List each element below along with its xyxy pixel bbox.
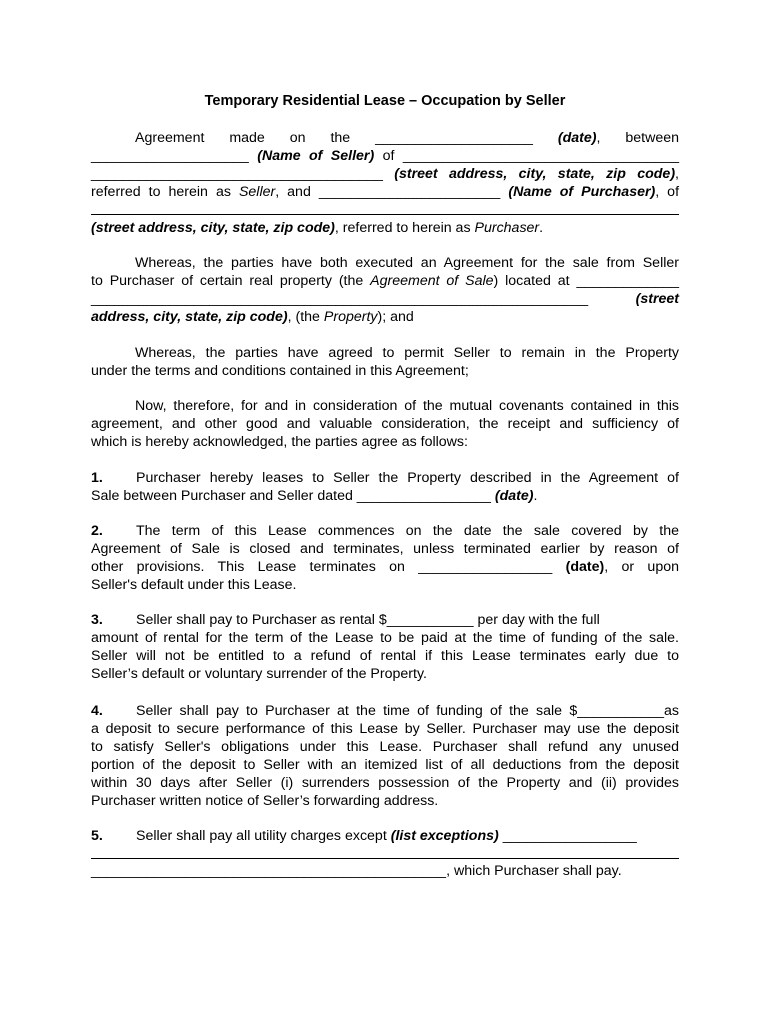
section-3-line-1: 3. Seller shall pay to Purchaser as rental $___________ per day with the full — [91, 612, 600, 628]
property-location-blank-2[interactable]: _______________________________________________________________ — [91, 291, 589, 307]
section-5-line-1: 5. Seller shall pay all utility charges except (list exceptions) _________________ — [91, 828, 637, 844]
section-2-line-3: other provisions. This Lease terminates on _________________ (date), or upon — [91, 559, 679, 575]
section-4-line-2: a deposit to secure performance of this Lease by Seller. Purchaser may use the deposit — [91, 721, 679, 737]
utility-exceptions-blank-3[interactable]: _____________________________________________ — [91, 863, 447, 879]
section-5-line-2 — [91, 845, 679, 859]
section-2-line-2: Agreement of Sale is closed and terminates, unless terminated earlier by reason of — [91, 541, 679, 557]
purchaser-address-blank[interactable] — [91, 214, 679, 215]
agreement-date-blank[interactable]: ____________________ — [375, 130, 533, 146]
intro-line-2: ____________________ (Name of Seller) of ___________________________________ — [91, 148, 680, 164]
section-1-number: 1. — [91, 470, 103, 486]
whereas2-line-1: Whereas, the parties have agreed to permit Seller to remain in the Property — [135, 345, 679, 361]
seller-address-blank-1[interactable]: ___________________________________ — [402, 148, 680, 164]
whereas1-line-1: Whereas, the parties have both executed an Agreement for the sale from Seller — [135, 255, 679, 271]
section-4-line-3: to satisfy Seller's obligations under this Lease. Purchaser shall refund any unused — [91, 739, 679, 755]
section-3-line-3: Seller will not be entitled to a refund of rental if this Lease terminates early due to — [91, 648, 679, 664]
section-5-number: 5. — [91, 828, 103, 844]
section-1-line-2: Sale between Purchaser and Seller dated _________________ (date). — [91, 488, 538, 504]
whereas1-line-3: _______________________________________________________________ (street — [91, 291, 679, 307]
daily-rental-blank[interactable]: ___________ — [386, 612, 474, 628]
whereas1-line-2: to Purchaser of certain real property (the Agreement of Sale) located at _____________ — [91, 273, 680, 289]
intro-line-1: Agreement made on the ____________________ (date), between — [135, 130, 679, 146]
seller-address-blank-2[interactable]: _____________________________________ — [91, 166, 383, 182]
now-therefore-line-2: agreement, and other good and valuable consideration, the receipt and sufficiency of — [91, 416, 679, 432]
seller-name-blank[interactable]: ____________________ — [91, 148, 249, 164]
section-2-line-4: Seller's default under this Lease. — [91, 577, 297, 593]
utility-exceptions-blank-1[interactable]: _________________ — [502, 828, 637, 844]
termination-date-blank[interactable]: _________________ — [418, 559, 553, 575]
section-3-number: 3. — [91, 612, 103, 628]
section-2-line-1: 2. The term of this Lease commences on the date the sale covered by the — [91, 523, 679, 539]
section-2-number: 2. — [91, 523, 103, 539]
property-location-blank-1[interactable]: _____________ — [576, 273, 680, 289]
section-3-line-4: Seller’s default or voluntary surrender of the Property. — [91, 666, 427, 682]
section-4-line-5: within 30 days after Seller (i) surrenders possession of the Property and (ii) provides — [91, 775, 679, 791]
intro-line-5 — [91, 201, 679, 215]
section-4-line-6: Purchaser written notice of Seller’s forwarding address. — [91, 793, 439, 809]
whereas1-line-4: address, city, state, zip code), (the Property); and — [91, 309, 414, 325]
deposit-amount-blank[interactable]: ___________ — [577, 703, 665, 719]
intro-line-4: referred to herein as Seller, and _______________________ (Name of Purchaser), of — [91, 184, 680, 200]
now-therefore-line-1: Now, therefore, for and in consideration of the mutual covenants contained in this — [135, 398, 679, 414]
intro-line-6: (street address, city, state, zip code), referred to herein as Purchaser. — [91, 220, 544, 236]
section-4-line-1: 4. Seller shall pay to Purchaser at the time of funding of the sale $___________as — [91, 703, 679, 719]
now-therefore-line-3: which is hereby acknowledged, the parties agree as follows: — [91, 434, 468, 450]
section-5-line-3: _____________________________________________, which Purchaser shall pay. — [91, 863, 622, 879]
intro-line-3: _____________________________________ (street address, city, state, zip code), — [91, 166, 679, 182]
section-4-number: 4. — [91, 703, 103, 719]
document-title: Temporary Residential Lease – Occupation by Seller — [204, 93, 566, 109]
section-3-line-2: amount of rental for the term of the Lease to be paid at the time of funding of the sale. — [91, 630, 679, 646]
sale-date-blank[interactable]: _________________ — [356, 488, 491, 504]
utility-exceptions-blank-2[interactable] — [91, 858, 679, 859]
section-1-line-1: 1. Purchaser hereby leases to Seller the Property described in the Agreement of — [91, 470, 679, 486]
whereas2-line-2: under the terms and conditions contained in this Agreement; — [91, 363, 469, 379]
section-4-line-4: portion of the deposit to Seller with an itemized list of all deductions from the deposit — [91, 757, 679, 773]
purchaser-name-blank[interactable]: _______________________ — [318, 184, 501, 200]
